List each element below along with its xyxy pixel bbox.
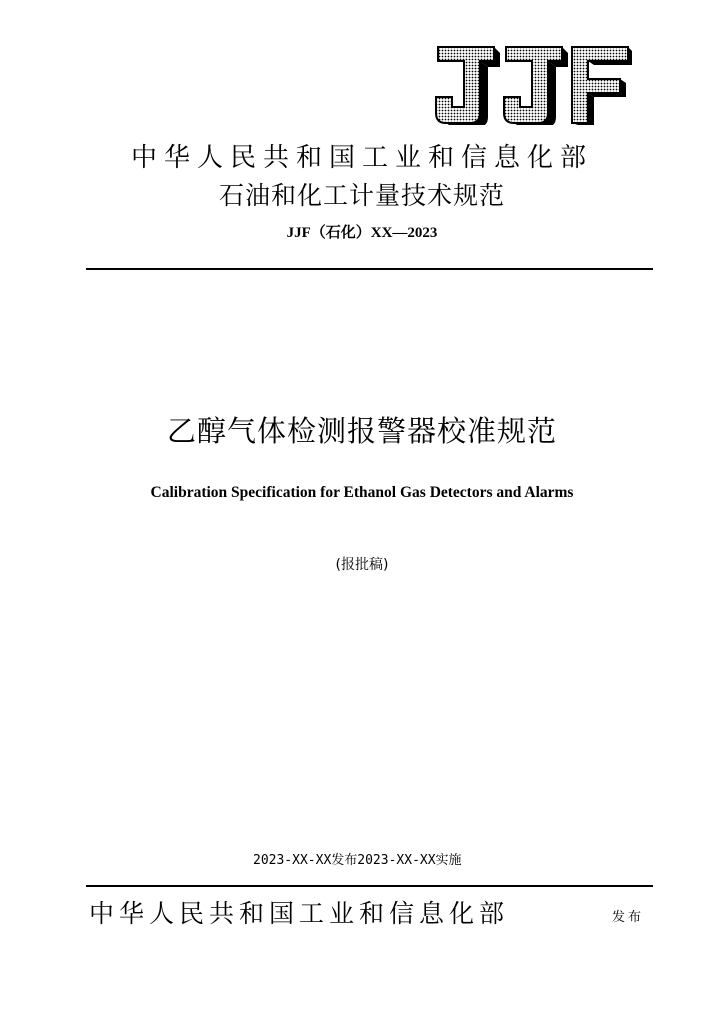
draft-status: (报批稿) <box>335 557 389 573</box>
date-line <box>253 852 462 870</box>
bottom-divider <box>86 885 653 887</box>
standard-code: JJF（石化）XX—2023 <box>286 225 438 241</box>
logo-letter-j-1 <box>436 47 500 125</box>
implement-date: 2023-XX-XX实施 <box>357 853 462 868</box>
top-divider <box>86 268 653 270</box>
jjf-logo <box>432 43 632 125</box>
issuing-ministry: 中华人民共和国工业和信息化部 <box>89 899 510 928</box>
document-title-english: Calibration Specification for Ethanol Gas Detectors and Alarms <box>150 484 574 501</box>
publish-date: 2023-XX-XX发布 <box>253 853 358 868</box>
document-title-chinese: 乙醇气体检测报警器校准规范 <box>166 414 557 448</box>
standard-series: 石油和化工计量技术规范 <box>218 181 505 210</box>
logo-letter-j-2 <box>504 47 568 125</box>
ministry-name: 中华人民共和国工业和信息化部 <box>130 143 593 173</box>
logo-letter-f <box>572 47 632 125</box>
issue-label: 发布 <box>612 910 645 925</box>
